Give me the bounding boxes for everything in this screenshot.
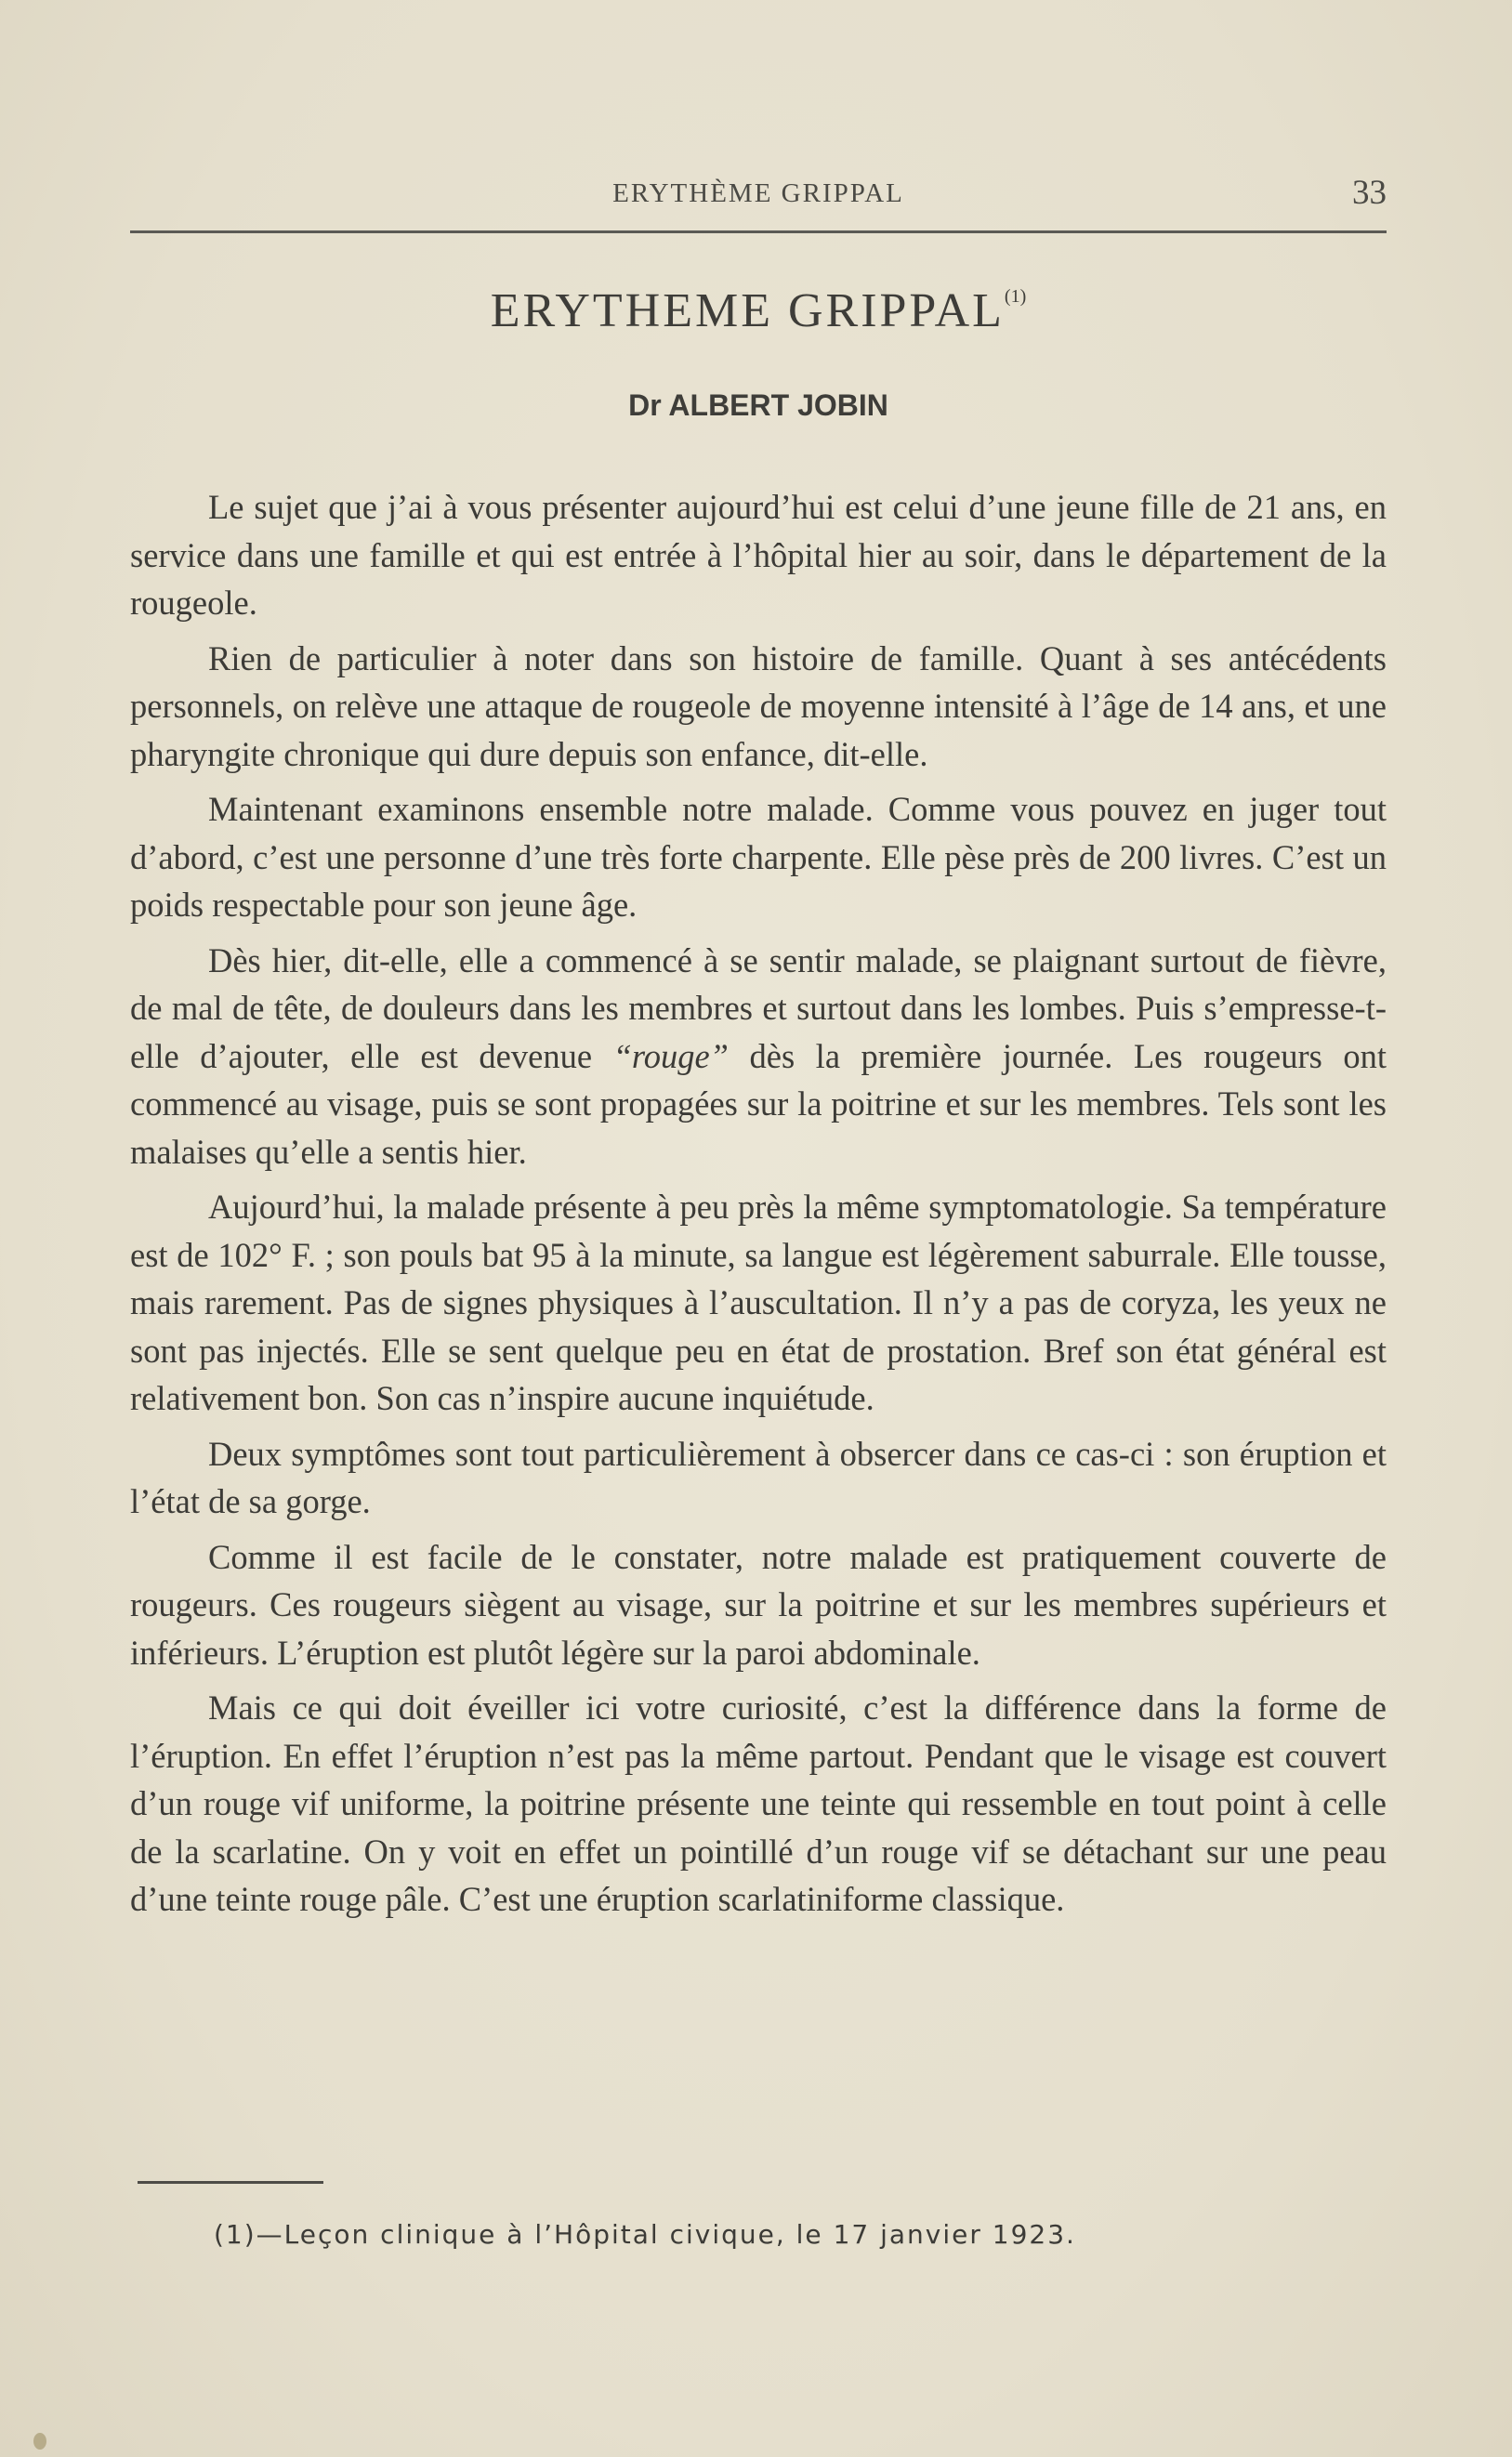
paragraph-4-end: dès la première journée. Les rougeurs ont commencé au visage, puis se sont propagées sur la poitrine et sur les membres. Tels sont les malaises qu’elle a sentis hier.	[130, 1036, 1387, 1171]
running-head	[130, 167, 1387, 219]
paragraph-4-start: Dès hier, dit-elle, elle a commencé à se sentir malade, se plaignant surtout de fièvre, de mal de tête, de douleurs dans les membres et surtout dans les lombes. Puis s’empresse-t-elle d’ajouter, elle est devenue	[130, 940, 1387, 1075]
author-name: ALBERT JOBIN	[668, 388, 888, 422]
paragraph-2: Rien de particulier à noter dans son histoire de famille. Quant à ses antécédents personnels, on relève une attaque de rougeole de moyenne intensité à l’âge de 14 ans, et une pharyngite chronique qui dure depuis son enfance, dit-elle.	[130, 638, 1387, 773]
article-body	[130, 483, 1387, 1931]
paragraph-5: Aujourd’hui, la malade présente à peu près la même symptomatologie. Sa température est de 102° F. ; son pouls bat 95 à la minute, sa langue est légèrement saburrale. Elle tousse, mais rarement. Pas de signes physiques à l’auscultation. Il n’y a pas de coryza, les yeux ne sont pas injectés. Elle se sent quelque peu en état de prostation. Bref son état général est relativement bon. Son cas n’inspire aucune inquiétude.	[130, 1188, 1387, 1417]
paper-stain	[33, 2433, 46, 2450]
paragraph-4	[130, 937, 1387, 1176]
paragraph-7: Comme il est facile de le constater, notre malade est pratiquement couverte de rougeurs. Ces rougeurs siègent au visage, sur la poitrine et sur les membres supérieurs et inférieurs. L’éruption est plutôt légère sur la paroi abdominale.	[130, 1537, 1387, 1672]
author-line	[130, 388, 1387, 423]
emphasized-word: “rouge”	[612, 1036, 729, 1075]
header-rule	[130, 230, 1387, 233]
title-footnote-marker: (1)	[1004, 286, 1027, 307]
page-number: 33	[1352, 174, 1387, 212]
paragraph-1: Le sujet que j’ai à vous présenter aujourd’hui est celui d’une jeune fille de 21 ans, en service dans une famille et qui est entrée à l’hôpital hier au soir, dans le département de la rougeole.	[130, 488, 1387, 622]
author-prefix: Dr	[628, 388, 662, 422]
footnote-rule	[138, 2181, 323, 2184]
paragraph-8: Mais ce qui doit éveiller ici votre curiosité, c’est la différence dans la forme de l’éruption. En effet l’éruption n’est pas la même partout. Pendant que le visage est couvert d’un rouge vif uniforme, la poitrine présente une teinte qui ressemble en tout point à celle de la scarlatine. On y voit en effet un pointillé d’un rouge vif se détachant sur une peau d’une teinte rouge pâle. C’est une éruption scarlatiniforme classique.	[130, 1688, 1387, 1918]
article-title-text: ERYTHEME GRIPPAL	[490, 284, 1005, 337]
paragraph-3: Maintenant examinons ensemble notre malade. Comme vous pouvez en juger tout d’abord, c’est une personne d’une très forte charpente. Elle pèse près de 200 livres. C’est un poids respectable pour son jeune âge.	[130, 790, 1387, 924]
article-title	[130, 283, 1387, 338]
paragraph-6: Deux symptômes sont tout particulièrement à obsercer dans ce cas-ci : son éruption et l’état de sa gorge.	[130, 1434, 1387, 1520]
footnote: (1)—Leçon clinique à l’Hôpital civique, le 17 janvier 1923.	[214, 2219, 1076, 2250]
running-title: ERYTHÈME GRIPPAL	[612, 178, 904, 208]
